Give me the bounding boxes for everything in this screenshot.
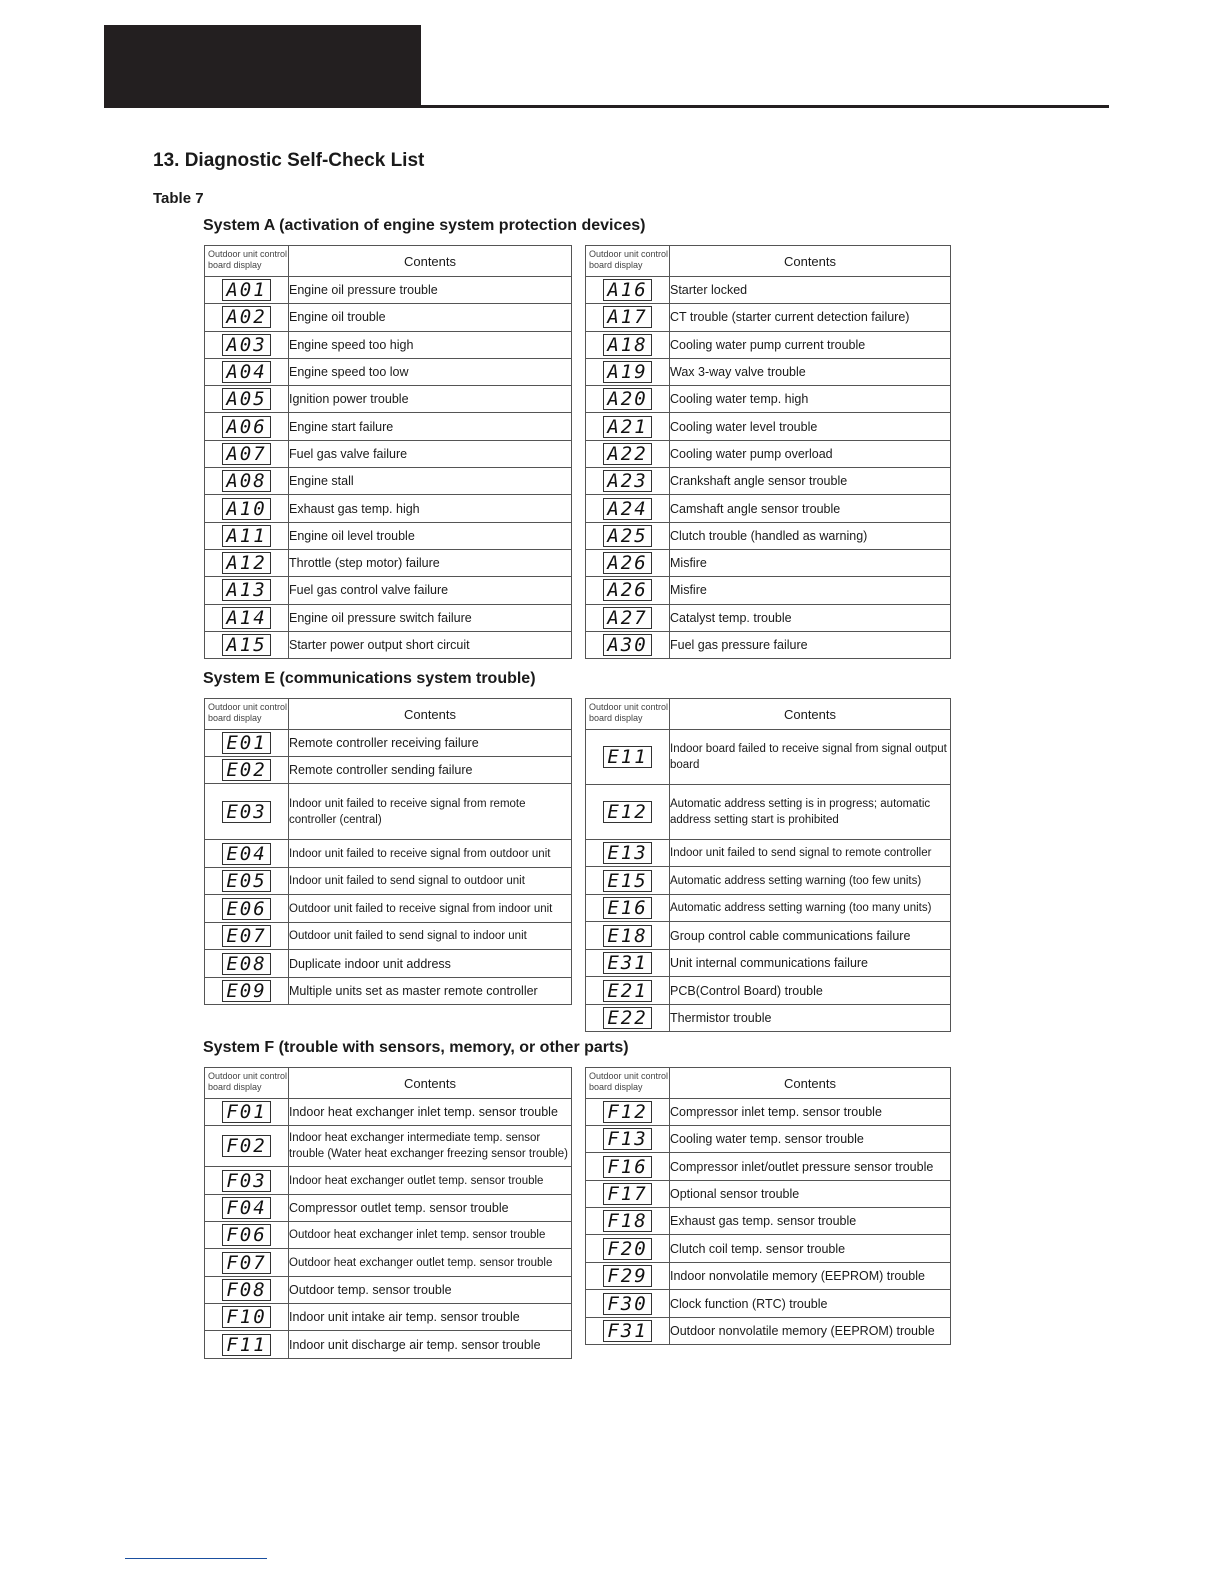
segment-display-code: E04 [222,843,270,865]
segment-display-code: F13 [603,1128,651,1150]
display-code-cell [586,577,670,604]
segment-display-code: E18 [603,925,651,947]
contents-cell: Clock function (RTC) trouble [670,1290,951,1318]
table-row [586,495,951,522]
contents-cell: Outdoor heat exchanger inlet temp. sensor trouble [289,1222,572,1249]
column-header-contents: Contents [670,1068,951,1099]
contents-cell: PCB(Control Board) trouble [670,977,951,1005]
segment-display-code: A04 [222,361,270,383]
display-code-cell [205,440,289,467]
contents-cell: Ignition power trouble [289,386,572,413]
display-code-cell [586,840,670,867]
contents-cell: Fuel gas valve failure [289,440,572,467]
contents-cell: Engine start failure [289,413,572,440]
table-row [586,840,951,867]
table-row [586,1005,951,1032]
table-row [205,304,572,331]
display-code-cell [586,977,670,1005]
display-code-cell [586,1235,670,1263]
display-code-cell [205,277,289,304]
contents-cell: Indoor unit failed to receive signal from outdoor unit [289,840,572,868]
display-code-cell [586,440,670,467]
column-header-display: Outdoor unit control board display [586,246,670,277]
display-code-cell [205,784,289,840]
contents-cell: Group control cable communications failure [670,922,951,950]
display-code-cell [586,604,670,631]
display-code-cell [586,895,670,922]
display-code-cell [205,468,289,495]
display-code-cell [586,468,670,495]
table-row [586,1290,951,1318]
table-row [586,522,951,549]
segment-display-code: A16 [603,279,651,301]
table-row [205,868,572,895]
contents-cell: Indoor nonvolatile memory (EEPROM) trouble [670,1263,951,1290]
table-row [586,304,951,331]
display-code-cell [205,950,289,978]
contents-cell: Engine speed too high [289,331,572,358]
display-code-cell [586,304,670,331]
table-row [586,577,951,604]
segment-display-code: A17 [603,306,651,328]
system-e-table-right [585,698,951,1032]
segment-display-code: F10 [222,1306,270,1328]
segment-display-code: E15 [603,870,651,892]
segment-display-code: F16 [603,1156,651,1178]
contents-cell: Cooling water level trouble [670,413,951,440]
segment-display-code: A12 [222,552,270,574]
segment-display-code: F08 [222,1279,270,1301]
system-f-table-left [204,1067,572,1359]
contents-cell: Starter locked [670,277,951,304]
contents-cell: Indoor board failed to receive signal from signal output board [670,730,951,785]
display-code-cell [205,522,289,549]
display-code-cell [586,1153,670,1181]
contents-cell: Catalyst temp. trouble [670,604,951,631]
segment-display-code: E13 [603,842,651,864]
segment-display-code: E05 [222,870,270,892]
system-e-table-left [204,698,572,1005]
segment-display-code: A02 [222,306,270,328]
segment-display-code: A08 [222,470,270,492]
contents-cell: Engine oil level trouble [289,522,572,549]
display-code-cell [205,1277,289,1304]
display-code-cell [586,277,670,304]
contents-cell: Remote controller sending failure [289,757,572,784]
section-title: 13. Diagnostic Self-Check List [153,150,425,171]
contents-cell: Outdoor temp. sensor trouble [289,1277,572,1304]
contents-cell: Indoor unit failed to send signal to remote controller [670,840,951,867]
table-row [586,730,951,785]
header-black-block [104,25,421,108]
system-f-title: System F (trouble with sensors, memory, or other parts) [203,1039,629,1056]
segment-display-code: F04 [222,1197,270,1219]
column-header-display: Outdoor unit control board display [586,1068,670,1099]
display-code-cell [586,331,670,358]
display-code-cell [205,1099,289,1126]
contents-cell: Indoor unit discharge air temp. sensor trouble [289,1331,572,1359]
table-row [205,784,572,840]
table-row [205,468,572,495]
table-row [586,1263,951,1290]
contents-cell: Engine oil pressure trouble [289,277,572,304]
segment-display-code: A19 [603,361,651,383]
contents-cell: Indoor unit failed to receive signal from remote controller (central) [289,784,572,840]
segment-display-code: F31 [603,1320,651,1342]
segment-display-code: F17 [603,1183,651,1205]
contents-cell: Engine stall [289,468,572,495]
table-row [205,1195,572,1222]
segment-display-code: A25 [603,525,651,547]
segment-display-code: E06 [222,898,270,920]
display-code-cell [205,1304,289,1331]
footer-link-underline [125,1558,267,1559]
segment-display-code: F01 [222,1101,270,1123]
contents-cell: Engine speed too low [289,358,572,385]
segment-display-code: A01 [222,279,270,301]
contents-cell: Optional sensor trouble [670,1181,951,1208]
table-row [586,358,951,385]
display-code-cell [586,1005,670,1032]
table-row [205,1304,572,1331]
contents-cell: Automatic address setting warning (too many units) [670,895,951,922]
display-code-cell [205,1331,289,1359]
segment-display-code: F02 [222,1135,270,1157]
contents-cell: Crankshaft angle sensor trouble [670,468,951,495]
display-code-cell [205,413,289,440]
segment-display-code: A07 [222,443,270,465]
table-row [205,1277,572,1304]
display-code-cell [205,868,289,895]
segment-display-code: F18 [603,1210,651,1232]
display-code-cell [586,1290,670,1318]
column-header-display: Outdoor unit control board display [586,699,670,730]
segment-display-code: A03 [222,334,270,356]
contents-cell: Starter power output short circuit [289,631,572,658]
table-row [586,867,951,895]
segment-display-code: E31 [603,952,651,974]
segment-display-code: A27 [603,607,651,629]
column-header-contents: Contents [289,699,572,730]
segment-display-code: F29 [603,1265,651,1287]
display-code-cell [205,1195,289,1222]
column-header-display: Outdoor unit control board display [205,699,289,730]
contents-cell: Outdoor heat exchanger outlet temp. sensor trouble [289,1249,572,1277]
table-row [205,277,572,304]
contents-cell: Indoor unit intake air temp. sensor trouble [289,1304,572,1331]
segment-display-code: F06 [222,1224,270,1246]
segment-display-code: E21 [603,980,651,1002]
contents-cell: Cooling water temp. sensor trouble [670,1126,951,1153]
table-row [586,977,951,1005]
segment-display-code: A10 [222,498,270,520]
header-rule [421,105,1109,108]
contents-cell: Engine oil pressure switch failure [289,604,572,631]
display-code-cell [586,1099,670,1126]
segment-display-code: E02 [222,759,270,781]
segment-display-code: E09 [222,980,270,1002]
table-row [205,923,572,950]
segment-display-code: A22 [603,443,651,465]
contents-cell: Unit internal communications failure [670,950,951,977]
display-code-cell [586,922,670,950]
display-code-cell [586,785,670,840]
segment-display-code: A06 [222,416,270,438]
contents-cell: Cooling water temp. high [670,386,951,413]
contents-cell: Cooling water pump current trouble [670,331,951,358]
table-row [205,1167,572,1195]
contents-cell: Thermistor trouble [670,1005,951,1032]
table-row [586,468,951,495]
table-row [586,785,951,840]
display-code-cell [205,549,289,576]
display-code-cell [205,1167,289,1195]
table-row [205,631,572,658]
table-row [586,1099,951,1126]
display-code-cell [586,413,670,440]
contents-cell: Compressor inlet temp. sensor trouble [670,1099,951,1126]
contents-cell: Exhaust gas temp. high [289,495,572,522]
contents-cell: Cooling water pump overload [670,440,951,467]
column-header-contents: Contents [289,246,572,277]
table-row [205,840,572,868]
segment-display-code: A24 [603,498,651,520]
system-a-table-left [204,245,572,659]
table-row [205,522,572,549]
contents-cell: Outdoor unit failed to receive signal from indoor unit [289,895,572,923]
display-code-cell [205,840,289,868]
system-a-title: System A (activation of engine system protection devices) [203,217,646,234]
contents-cell: Outdoor unit failed to send signal to indoor unit [289,923,572,950]
table-row [586,331,951,358]
table-row [586,386,951,413]
column-header-contents: Contents [670,246,951,277]
segment-display-code: E11 [603,746,651,768]
segment-display-code: E01 [222,732,270,754]
table-row [205,604,572,631]
table-row [586,277,951,304]
contents-cell: Fuel gas control valve failure [289,577,572,604]
display-code-cell [586,1126,670,1153]
segment-display-code: A23 [603,470,651,492]
display-code-cell [205,386,289,413]
display-code-cell [205,895,289,923]
segment-display-code: A18 [603,334,651,356]
table-row [205,440,572,467]
table-row [205,1249,572,1277]
segment-display-code: A26 [603,579,651,601]
segment-display-code: A26 [603,552,651,574]
display-code-cell [205,358,289,385]
display-code-cell [586,358,670,385]
display-code-cell [586,522,670,549]
segment-display-code: F30 [603,1293,651,1315]
table-row [205,413,572,440]
display-code-cell [586,386,670,413]
table-row [586,1181,951,1208]
table-row [586,895,951,922]
table-row [205,950,572,978]
contents-cell: Clutch coil temp. sensor trouble [670,1235,951,1263]
display-code-cell [586,1181,670,1208]
table-row [586,604,951,631]
table-row [205,495,572,522]
segment-display-code: F12 [603,1101,651,1123]
table-row [205,1099,572,1126]
display-code-cell [205,604,289,631]
display-code-cell [205,1126,289,1167]
contents-cell: Fuel gas pressure failure [670,631,951,658]
segment-display-code: A11 [222,525,270,547]
segment-display-code: F11 [222,1334,270,1356]
display-code-cell [205,304,289,331]
table-row [586,440,951,467]
table-row [205,577,572,604]
table-row [205,1331,572,1359]
contents-cell: Exhaust gas temp. sensor trouble [670,1208,951,1235]
table-row [205,978,572,1005]
segment-display-code: A13 [222,579,270,601]
display-code-cell [205,730,289,757]
display-code-cell [586,1263,670,1290]
display-code-cell [205,978,289,1005]
contents-cell: Compressor outlet temp. sensor trouble [289,1195,572,1222]
table-row [205,331,572,358]
table-row [586,922,951,950]
contents-cell: Wax 3-way valve trouble [670,358,951,385]
table-row [586,1153,951,1181]
contents-cell: Compressor inlet/outlet pressure sensor trouble [670,1153,951,1181]
display-code-cell [586,631,670,658]
segment-display-code: E03 [222,801,270,823]
contents-cell: Clutch trouble (handled as warning) [670,522,951,549]
contents-cell: Duplicate indoor unit address [289,950,572,978]
display-code-cell [586,549,670,576]
table-row [205,549,572,576]
segment-display-code: F20 [603,1238,651,1260]
display-code-cell [205,1222,289,1249]
contents-cell: Misfire [670,577,951,604]
system-f-table-right [585,1067,951,1345]
table-row [205,1222,572,1249]
contents-cell: Multiple units set as master remote controller [289,978,572,1005]
display-code-cell [205,577,289,604]
contents-cell: Remote controller receiving failure [289,730,572,757]
table-row [586,631,951,658]
display-code-cell [586,950,670,977]
segment-display-code: E12 [603,801,651,823]
contents-cell: Engine oil trouble [289,304,572,331]
table-row [205,730,572,757]
display-code-cell [205,923,289,950]
contents-cell: Throttle (step motor) failure [289,549,572,576]
table-row [586,1235,951,1263]
table-row [205,386,572,413]
table-row [205,358,572,385]
system-e-title: System E (communications system trouble) [203,670,536,687]
display-code-cell [205,631,289,658]
segment-display-code: A30 [603,634,651,656]
segment-display-code: E07 [222,925,270,947]
contents-cell: Camshaft angle sensor trouble [670,495,951,522]
contents-cell: Indoor heat exchanger intermediate temp. sensor trouble (Water heat exchanger freezing sensor trouble) [289,1126,572,1167]
segment-display-code: A21 [603,416,651,438]
segment-display-code: A14 [222,607,270,629]
contents-cell: Outdoor nonvolatile memory (EEPROM) trouble [670,1318,951,1345]
segment-display-code: E08 [222,953,270,975]
display-code-cell [205,495,289,522]
table-row [586,549,951,576]
segment-display-code: E22 [603,1007,651,1029]
display-code-cell [586,867,670,895]
display-code-cell [205,331,289,358]
display-code-cell [205,1249,289,1277]
table-row [586,1318,951,1345]
display-code-cell [586,1318,670,1345]
table-row [205,895,572,923]
contents-cell: Misfire [670,549,951,576]
contents-cell: Indoor heat exchanger outlet temp. sensor trouble [289,1167,572,1195]
column-header-display: Outdoor unit control board display [205,246,289,277]
contents-cell: Indoor heat exchanger inlet temp. sensor trouble [289,1099,572,1126]
column-header-contents: Contents [670,699,951,730]
table-row [205,757,572,784]
column-header-contents: Contents [289,1068,572,1099]
table-row [586,950,951,977]
table-row [205,1126,572,1167]
segment-display-code: F03 [222,1170,270,1192]
table-row [586,1126,951,1153]
segment-display-code: F07 [222,1252,270,1274]
display-code-cell [586,495,670,522]
contents-cell: Automatic address setting is in progress; automatic address setting start is prohibited [670,785,951,840]
segment-display-code: E16 [603,897,651,919]
contents-cell: Automatic address setting warning (too few units) [670,867,951,895]
display-code-cell [586,730,670,785]
column-header-display: Outdoor unit control board display [205,1068,289,1099]
display-code-cell [586,1208,670,1235]
display-code-cell [205,757,289,784]
segment-display-code: A05 [222,388,270,410]
segment-display-code: A15 [222,634,270,656]
table-label: Table 7 [153,190,204,207]
table-row [586,413,951,440]
table-row [586,1208,951,1235]
contents-cell: CT trouble (starter current detection failure) [670,304,951,331]
contents-cell: Indoor unit failed to send signal to outdoor unit [289,868,572,895]
system-a-table-right [585,245,951,659]
segment-display-code: A20 [603,388,651,410]
